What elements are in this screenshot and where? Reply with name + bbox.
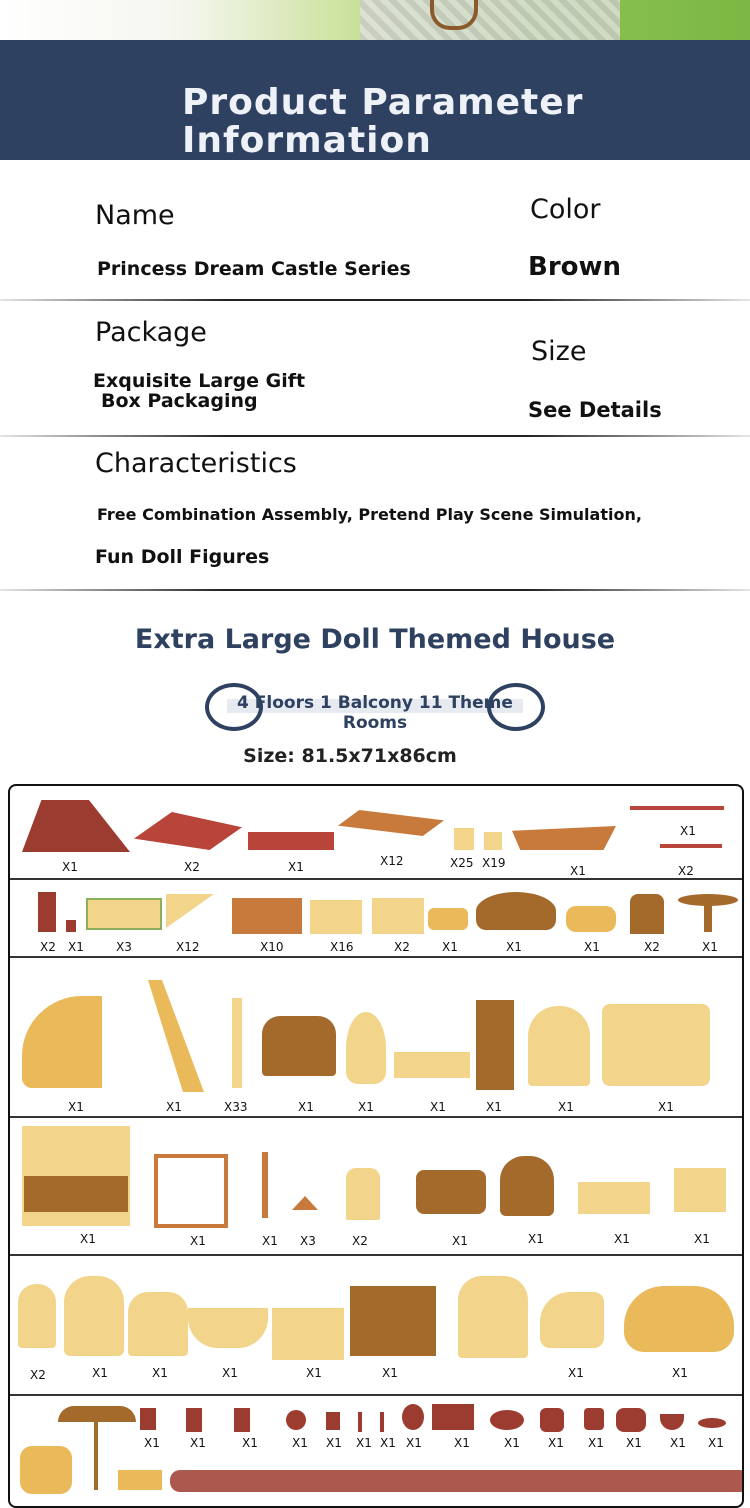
quantity-label: X1 [242, 1436, 258, 1450]
sofa [262, 1016, 336, 1076]
railing-stair [372, 898, 424, 934]
quantity-label: X1 [152, 1366, 168, 1380]
quantity-label: X1 [548, 1436, 564, 1450]
quantity-label: X1 [80, 1232, 96, 1246]
quantity-label: X1 [626, 1436, 642, 1450]
floor-tile [338, 810, 444, 836]
quantity-label: X1 [694, 1232, 710, 1246]
quantity-label: X1 [144, 1436, 160, 1450]
quantity-label: X1 [306, 1366, 322, 1380]
carriage [624, 1286, 734, 1352]
tableware-set [170, 1470, 744, 1492]
connector-piece-small [484, 832, 502, 850]
fence [232, 898, 302, 934]
rod-short [660, 844, 722, 848]
vanity-table [528, 1006, 590, 1086]
house-size: Size: 81.5x71x86cm [243, 745, 457, 767]
cobblestone-path [360, 0, 620, 40]
top-banner-image [0, 0, 750, 40]
name-value: Princess Dream Castle Series [97, 258, 411, 280]
bowl [660, 1414, 684, 1430]
cup [326, 1412, 340, 1430]
quantity-label: X1 [382, 1366, 398, 1380]
railing [310, 900, 362, 934]
quantity-label: X1 [570, 864, 586, 878]
coat-stand [262, 1152, 268, 1218]
quantity-label: X16 [330, 940, 354, 954]
quantity-label: X1 [222, 1366, 238, 1380]
utensil [380, 1412, 384, 1432]
quantity-label: X1 [452, 1234, 468, 1248]
quantity-label: X1 [614, 1232, 630, 1246]
book [186, 1408, 202, 1432]
size-label: Size [531, 336, 587, 367]
pitcher [540, 1408, 564, 1432]
quantity-label: X1 [430, 1100, 446, 1114]
divider [0, 589, 750, 591]
planter-box [86, 898, 162, 930]
quantity-label: X1 [406, 1436, 422, 1450]
quantity-label: X1 [190, 1234, 206, 1248]
quantity-label: X1 [528, 1232, 544, 1246]
quantity-label: X1 [166, 1100, 182, 1114]
quantity-label: X1 [486, 1100, 502, 1114]
quantity-label: X2 [394, 940, 410, 954]
roof-panel [134, 812, 242, 850]
picture-frame [234, 1408, 250, 1432]
quantity-label: X2 [644, 940, 660, 954]
quantity-label: X12 [176, 940, 200, 954]
connector-piece [454, 828, 474, 850]
quantity-label: X2 [30, 1368, 46, 1382]
chimney-cap [66, 920, 76, 932]
parts-row-6 [10, 1394, 742, 1506]
page-title: Product Parameter Information [182, 82, 584, 161]
stove [432, 1404, 474, 1430]
characteristics-label: Characteristics [95, 448, 297, 479]
package-value-line-2: Box Packaging [101, 390, 258, 412]
teapot [490, 1410, 524, 1430]
quantity-label: X1 [568, 1366, 584, 1380]
balcony-floor [512, 826, 616, 850]
chimney [38, 892, 56, 932]
floors-badge [205, 683, 545, 733]
color-value: Brown [528, 252, 622, 282]
pet-bed [566, 906, 616, 932]
globe [402, 1404, 424, 1430]
size-value: See Details [528, 398, 662, 422]
parts-row-5 [10, 1254, 742, 1396]
vanity-chair [18, 1284, 56, 1348]
quantity-label: X1 [356, 1436, 372, 1450]
rod-long [630, 806, 724, 810]
color-label: Color [530, 194, 601, 225]
quantity-label: X33 [224, 1100, 248, 1114]
toilet [64, 1276, 124, 1356]
quantity-label: X1 [588, 1436, 604, 1450]
roof-ridge [248, 832, 334, 850]
parts-row-4 [10, 1116, 742, 1256]
parts-grid [8, 784, 744, 1508]
dining-table [416, 1170, 486, 1214]
quantity-label: X10 [260, 940, 284, 954]
quantity-label: X12 [380, 854, 404, 868]
quantity-label: X3 [300, 1234, 316, 1248]
parasol-pole [94, 1420, 98, 1490]
quantity-label: X1 [504, 1436, 520, 1450]
footstool [428, 908, 468, 930]
canopy-bed [602, 1004, 710, 1086]
quantity-label: X1 [292, 1436, 308, 1450]
quantity-label: X1 [298, 1100, 314, 1114]
scissors [140, 1408, 156, 1430]
round-table-leg [704, 904, 712, 932]
parameter-header [0, 40, 750, 160]
bathtub [188, 1308, 268, 1348]
staircase [134, 980, 204, 1092]
clock [286, 1410, 306, 1430]
quantity-label: X3 [116, 940, 132, 954]
quantity-label: X1 [454, 1436, 470, 1450]
grandfather-clock [476, 1000, 514, 1090]
quantity-label: X2 [352, 1234, 368, 1248]
quantity-label: X1 [584, 940, 600, 954]
quantity-label: X2 [184, 860, 200, 874]
house-title: Extra Large Doll Themed House [134, 624, 616, 655]
quantity-label: X1 [380, 1436, 396, 1450]
jug [616, 1408, 646, 1432]
quantity-label: X1 [702, 940, 718, 954]
characteristics-value-line-2: Fun Doll Figures [95, 546, 270, 568]
bench [578, 1182, 650, 1214]
hanging-chair [346, 1012, 386, 1084]
bracket [166, 894, 214, 928]
quantity-label: X2 [678, 864, 694, 878]
dining-chair [346, 1168, 380, 1220]
horse-figure [540, 1292, 604, 1348]
roof-attic-piece [22, 800, 130, 852]
writing-desk [272, 1308, 344, 1360]
quantity-label: X1 [680, 824, 696, 838]
quantity-label: X1 [190, 1436, 206, 1450]
wicker-chair [20, 1446, 72, 1494]
mug [584, 1408, 604, 1430]
slide [22, 996, 102, 1088]
quantity-label: X1 [262, 1234, 278, 1248]
quantity-label: X1 [288, 860, 304, 874]
characteristics-value-line-1: Free Combination Assembly, Pretend Play Scene Simulation, [97, 505, 642, 524]
parts-row-1 [10, 786, 742, 880]
parts-row-2 [10, 878, 742, 958]
quantity-label: X1 [62, 860, 78, 874]
kitchen-counter [24, 1176, 128, 1212]
quantity-label: X19 [482, 856, 506, 870]
utensil [358, 1412, 362, 1432]
rocking-horse [476, 892, 556, 930]
quantity-label: X1 [326, 1436, 342, 1450]
name-label: Name [95, 200, 175, 231]
divider [0, 435, 750, 437]
quantity-label: X1 [658, 1100, 674, 1114]
quantity-label: X25 [450, 856, 474, 870]
quantity-label: X1 [358, 1100, 374, 1114]
quantity-label: X1 [672, 1366, 688, 1380]
pillar [232, 998, 242, 1088]
package-value-line-1: Exquisite Large Gift [93, 370, 306, 392]
quantity-label: X1 [442, 940, 458, 954]
quantity-label: X1 [708, 1436, 724, 1450]
swing-arch [458, 1276, 528, 1358]
armchair [630, 894, 664, 934]
towel-rack [154, 1154, 228, 1228]
quantity-label: X1 [558, 1100, 574, 1114]
quantity-label: X1 [68, 1100, 84, 1114]
coffee-table [394, 1052, 470, 1078]
plate [698, 1418, 726, 1428]
package-label: Package [95, 317, 207, 348]
parts-row-3 [10, 956, 742, 1118]
floors-text: 4 Floors 1 Balcony 11 Theme Rooms [237, 693, 513, 733]
throne-chair [500, 1156, 554, 1216]
quantity-label: X1 [92, 1366, 108, 1380]
quantity-label: X1 [506, 940, 522, 954]
bathroom-sink [128, 1292, 188, 1356]
tv-set [674, 1168, 726, 1212]
divider [0, 299, 750, 301]
piano [350, 1286, 436, 1356]
hanger [292, 1196, 318, 1210]
wicker-table [118, 1470, 162, 1490]
quantity-label: X1 [670, 1436, 686, 1450]
quantity-label: X1 [68, 940, 84, 954]
quantity-label: X2 [40, 940, 56, 954]
